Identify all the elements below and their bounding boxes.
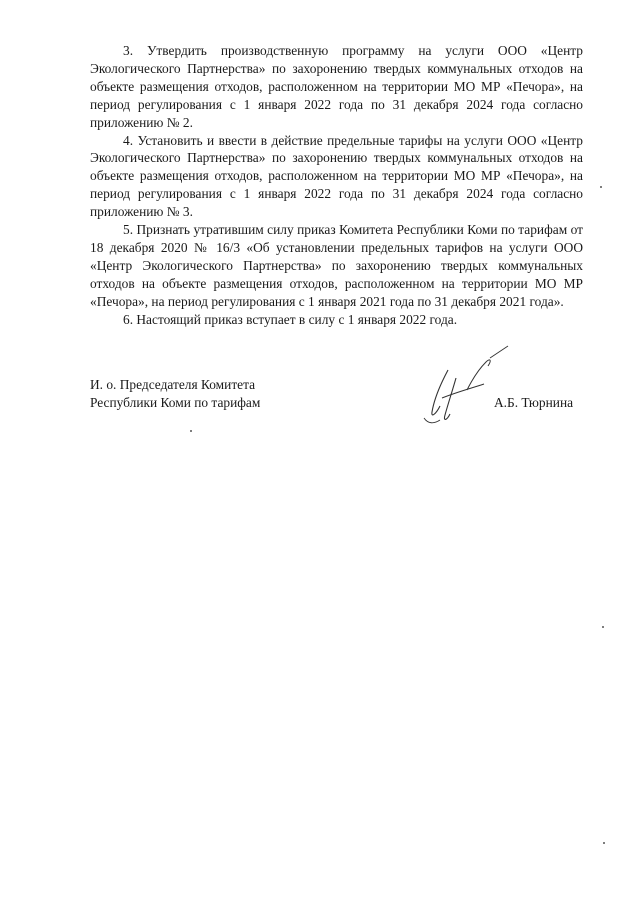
paragraph-4: 4. Установить и ввести в действие предельные тарифы на услуги ООО «Центр Экологического Партнерства» по захоронению твердых коммунальных отходов на объекте размещения отходов, расположенном на территории МО МР «Печора», на период регулирования с 1 января 2022 года по 31 декабря 2024 года согласно приложению № 3.	[90, 132, 583, 220]
scan-speck	[603, 842, 605, 844]
signatory-position-line1: И. о. Председателя Комитета	[90, 377, 256, 392]
handwritten-signature	[412, 340, 522, 430]
signatory-name: А.Б. Тюрнина	[494, 394, 574, 410]
scan-speck	[190, 430, 192, 432]
paragraph-6: 6. Настоящий приказ вступает в силу с 1 января 2022 года.	[123, 311, 458, 327]
scan-speck	[602, 626, 604, 628]
signatory-position-line2: Республики Коми по тарифам	[90, 394, 261, 410]
paragraph-5: 5. Признать утратившим силу приказ Комитета Республики Коми по тарифам от 18 декабря 2020 № 16/3 «Об установлении предельных тарифов на услуги ООО «Центр Экологического Партнерства» по захоронению твердых коммунальных отходов на объекте размещения отходов, расположенном на территории МО МР «Печора», на период регулирования с 1 января 2021 года по 31 декабря 2021 года».	[90, 222, 583, 309]
paragraph-3: 3. Утвердить производственную программу на услуги ООО «Центр Экологического Партнерства» по захоронению твердых коммунальных отходов на объекте размещения отходов, расположенном на территории МО МР «Печора», на период регулирования с 1 января 2022 года по 31 декабря 2024 года согласно приложению № 2.	[90, 43, 583, 130]
signatory-position	[90, 376, 260, 412]
document-body	[90, 42, 583, 329]
scan-speck	[600, 186, 602, 188]
